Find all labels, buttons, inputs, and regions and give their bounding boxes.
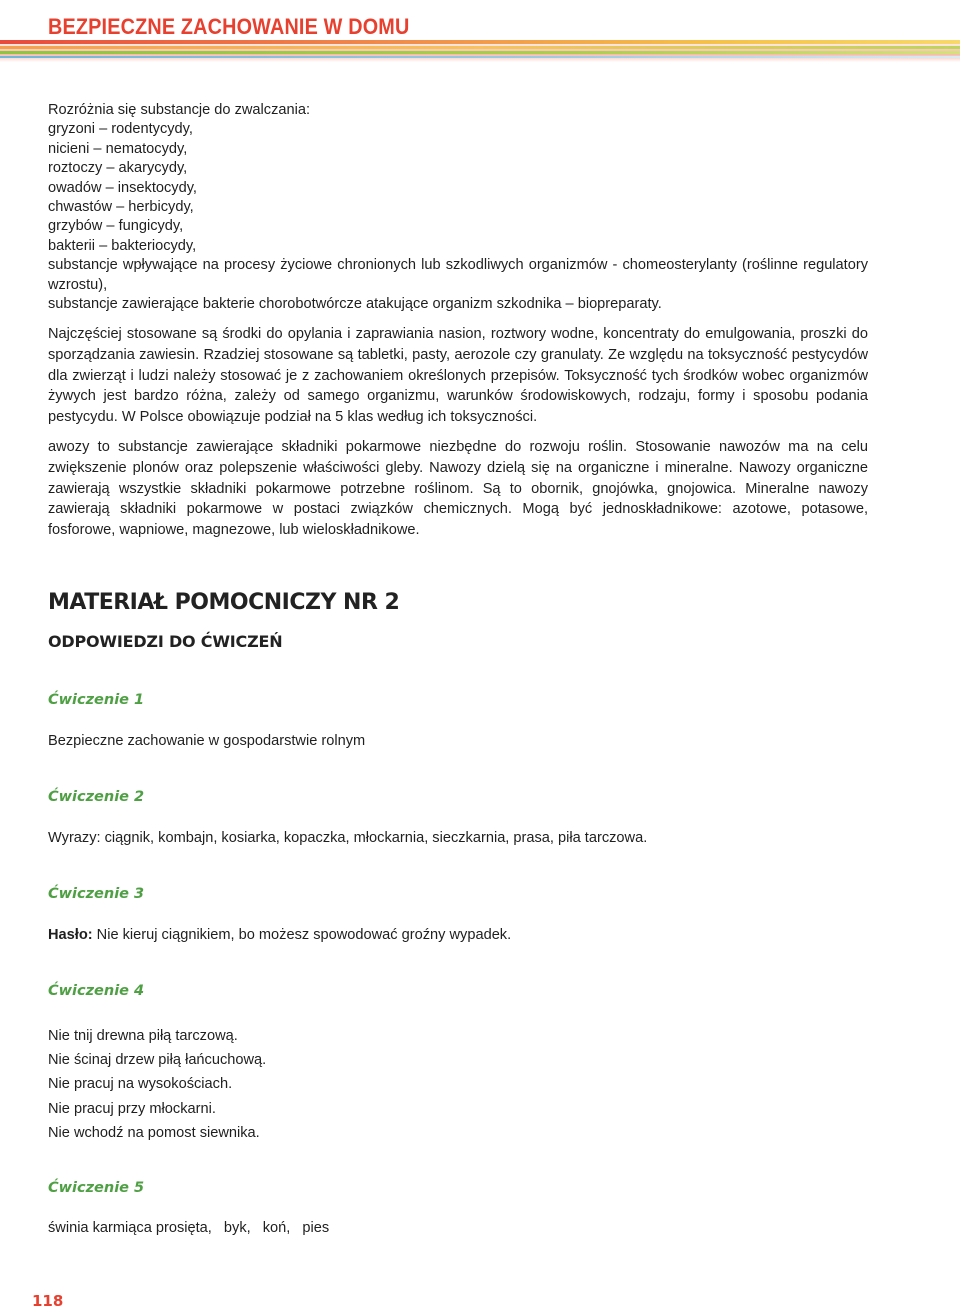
exercise-1-heading: Ćwiczenie 1 (48, 692, 145, 708)
header-stripe-red (0, 40, 960, 44)
animal-item: byk, (223, 1220, 251, 1236)
page-number: 118 (32, 1292, 64, 1310)
spacer (48, 314, 868, 324)
list-item: Nie ścinaj drzew piłą łańcuchową. (48, 1052, 267, 1069)
intro-lead: Rozróżnia się substancje do zwalczania: (48, 102, 311, 118)
exercise-3-answer (48, 925, 511, 945)
exercise-4-answers (48, 1024, 266, 1145)
list-item: nicieni – nematocydy, (48, 140, 188, 157)
header-stripe-green (0, 51, 960, 54)
list-item: roztoczy – akarycydy, (48, 160, 188, 177)
header-stripe-yellow (0, 46, 960, 49)
exercise-5-answer (48, 1218, 337, 1238)
password-label: Hasło: (48, 927, 93, 943)
paragraph-fertilizers: awozy to substancje zawierające składniki pokarmowe niezbędne do rozwoju roślin. Stosowanie nawozów ma na celu zwiększenie plonów oraz polepszenie właściwości gleby. Nawozy dzielą się na organiczne i mineralne. Nawozy organiczne zawierają wszystkie składniki pokarmowe potrzebne roślinom. Są to obornik, gnojówka, gnojowica. Mineralne nawozy zawierają składniki pokarmowe w postaci związków chemicznych. Mogą być jednoskładnikowe: azotowe, potasowe, fosforowe, wapniowe, magnezowe, lub wieloskładnikowe. (48, 439, 868, 538)
intro-list (48, 101, 868, 314)
exercise-2-heading: Ćwiczenie 2 (48, 789, 145, 805)
paragraph-pesticides: Najczęściej stosowane są środki do opylania i zaprawiania nasion, roztwory wodne, koncentraty do emulgowania, proszki do sporządzania zawiesin. Rzadziej stosowane są tabletki, pasty, aerozole czy granulaty. Ze względu na toksyczność pestycydów dla zwierząt i ludzi należy stosować je z zachowaniem określonych przepisów. Toksyczność tych środków wobec organizmów żywych jest bardzo różna, zależy od samego organizmu, warunków środowiskowych, rodzaju, formy i sposobu podania pestycydu. W Polsce obowiązuje podział na 5 klas według ich toksyczności. (48, 326, 868, 425)
section-subtitle: ODPOWIEDZI DO ĆWICZEŃ (48, 632, 283, 651)
list-item: bakterii – bakteriocydy, (48, 237, 197, 254)
exercise-4-heading: Ćwiczenie 4 (48, 983, 145, 999)
list-item: substancje zawierające bakterie chorobotwórcze atakujące organizm szkodnika – biopreparaty. (48, 296, 662, 313)
animal-item: świnia karmiąca prosięta, (48, 1220, 212, 1236)
animal-item: koń, (262, 1220, 291, 1236)
exercise-5-heading: Ćwiczenie 5 (48, 1180, 145, 1196)
page-title: BEZPIECZNE ZACHOWANIE W DOMU (48, 14, 410, 39)
exercise-1-answer: Bezpieczne zachowanie w gospodarstwie rolnym (48, 733, 366, 749)
list-item: Nie pracuj na wysokościach. (48, 1076, 233, 1093)
exercise-3-heading: Ćwiczenie 3 (48, 886, 145, 902)
animal-item: pies (302, 1220, 330, 1236)
list-item: Nie wchodź na pomost siewnika. (48, 1124, 260, 1141)
header-stripe-blue (0, 56, 960, 58)
list-item: owadów – insektocydy, (48, 179, 197, 196)
spacer (48, 427, 868, 437)
list-item: gryzoni – rodentycydy, (48, 121, 193, 138)
list-item: Nie tnij drewna piłą tarczową. (48, 1028, 238, 1044)
list-item: substancje wpływające na procesy życiowe chronionych lub szkodliwych organizmów - chomeosterylanty (roślinne regulatory wzrostu), (48, 257, 868, 293)
section-title: MATERIAŁ POMOCNICZY NR 2 (48, 590, 400, 615)
main-content (48, 101, 868, 540)
exercise-2-answer: Wyrazy: ciągnik, kombajn, kosiarka, kopaczka, młockarnia, sieczkarnia, prasa, piła tarczowa. (48, 830, 648, 846)
list-item: grzybów – fungicydy, (48, 218, 184, 235)
password-text: Nie kieruj ciągnikiem, bo możesz spowodować groźny wypadek. (96, 927, 512, 943)
list-item: chwastów – herbicydy, (48, 199, 194, 216)
list-item: Nie pracuj przy młockarni. (48, 1100, 216, 1117)
